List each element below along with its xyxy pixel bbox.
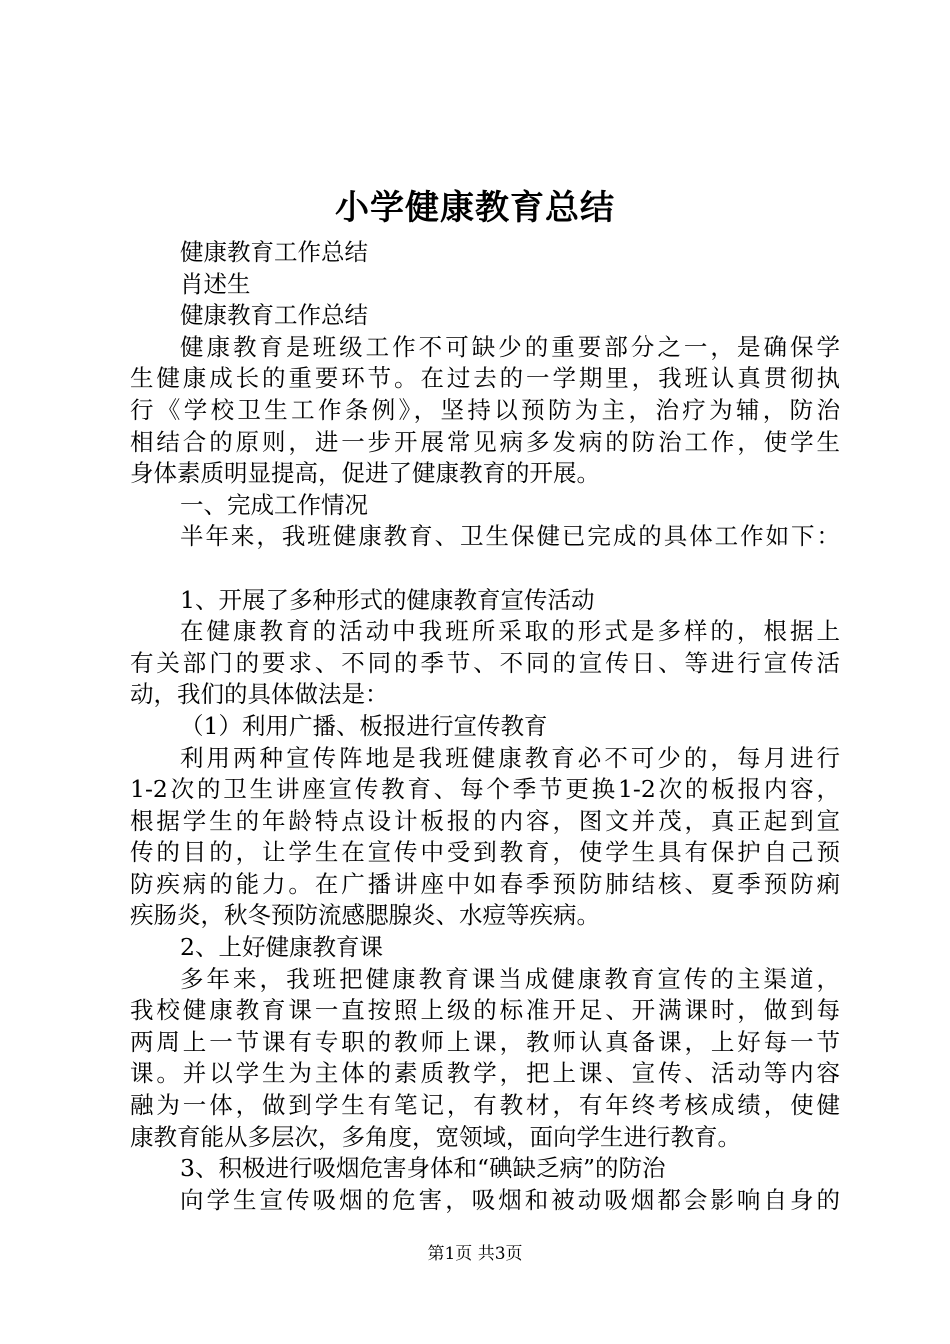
- body-line: 半年来，我班健康教育、卫生保健已完成的具体工作如下：: [180, 522, 840, 551]
- body-line: 肖述生: [180, 269, 251, 298]
- body-line: 有关部门的要求、不同的季节、不同的宣传日、等进行宣传活: [130, 648, 840, 677]
- body-line: 身体素质明显提高，促进了健康教育的开展。: [130, 459, 600, 488]
- body-line: 健康教育工作总结: [180, 301, 368, 330]
- body-line: 动，我们的具体做法是：: [130, 680, 389, 709]
- body-line: 根据学生的年龄特点设计板报的内容，图文并茂，真正起到宣: [130, 806, 840, 835]
- document-title: 小学健康教育总结: [335, 188, 615, 228]
- body-line: 两周上一节课有专职的教师上课，教师认真备课，上好每一节: [130, 1027, 840, 1056]
- body-line: 我校健康教育课一直按照上级的标准开足、开满课时，做到每: [130, 996, 840, 1025]
- body-line: 多年来，我班把健康教育课当成健康教育宣传的主渠道，: [180, 964, 840, 993]
- body-line: 生健康成长的重要环节。在过去的一学期里，我班认真贯彻执: [130, 364, 840, 393]
- body-line: 3、积极进行吸烟危害身体和“碘缺乏病”的防治: [180, 1154, 666, 1183]
- body-line: 2、上好健康教育课: [180, 933, 383, 962]
- body-line: 健康教育是班级工作不可缺少的重要部分之一，是确保学: [180, 332, 840, 361]
- document-body: [130, 237, 840, 1216]
- body-line: 利用两种宣传阵地是我班健康教育必不可少的，每月进行: [180, 743, 840, 772]
- body-line: 相结合的原则，进一步开展常见病多发病的防治工作，使学生: [130, 427, 840, 456]
- body-line: 康教育能从多层次，多角度，宽领域，面向学生进行教育。: [130, 1122, 741, 1151]
- body-line: （1）利用广播、板报进行宣传教育: [180, 711, 548, 740]
- body-line: 传的目的，让学生在宣传中受到教育，使学生具有保护自己预: [130, 838, 840, 867]
- body-line: 行《学校卫生工作条例》，坚持以预防为主，治疗为辅，防治: [130, 395, 840, 424]
- body-line: 在健康教育的活动中我班所采取的形式是多样的，根据上: [180, 617, 840, 646]
- page-footer: 第1页 共3页: [427, 1244, 523, 1264]
- body-line: 向学生宣传吸烟的危害，吸烟和被动吸烟都会影响自身的: [180, 1185, 840, 1214]
- body-line: 防疾病的能力。在广播讲座中如春季预防肺结核、夏季预防痢: [130, 869, 840, 898]
- body-line: [130, 553, 840, 585]
- body-line: 健康教育工作总结: [180, 238, 368, 266]
- body-line: 疾肠炎，秋冬预防流感腮腺炎、水痘等疾病。: [130, 901, 600, 930]
- body-line: 1、开展了多种形式的健康教育宣传活动: [180, 585, 595, 614]
- body-line: 融为一体，做到学生有笔记，有教材，有年终考核成绩，使健: [130, 1091, 840, 1120]
- body-line: 课。并以学生为主体的素质教学，把上课、宣传、活动等内容: [130, 1059, 840, 1088]
- body-line: 1-2次的卫生讲座宣传教育、每个季节更换1-2次的板报内容，: [130, 775, 840, 804]
- body-line: 一、完成工作情况: [180, 490, 368, 519]
